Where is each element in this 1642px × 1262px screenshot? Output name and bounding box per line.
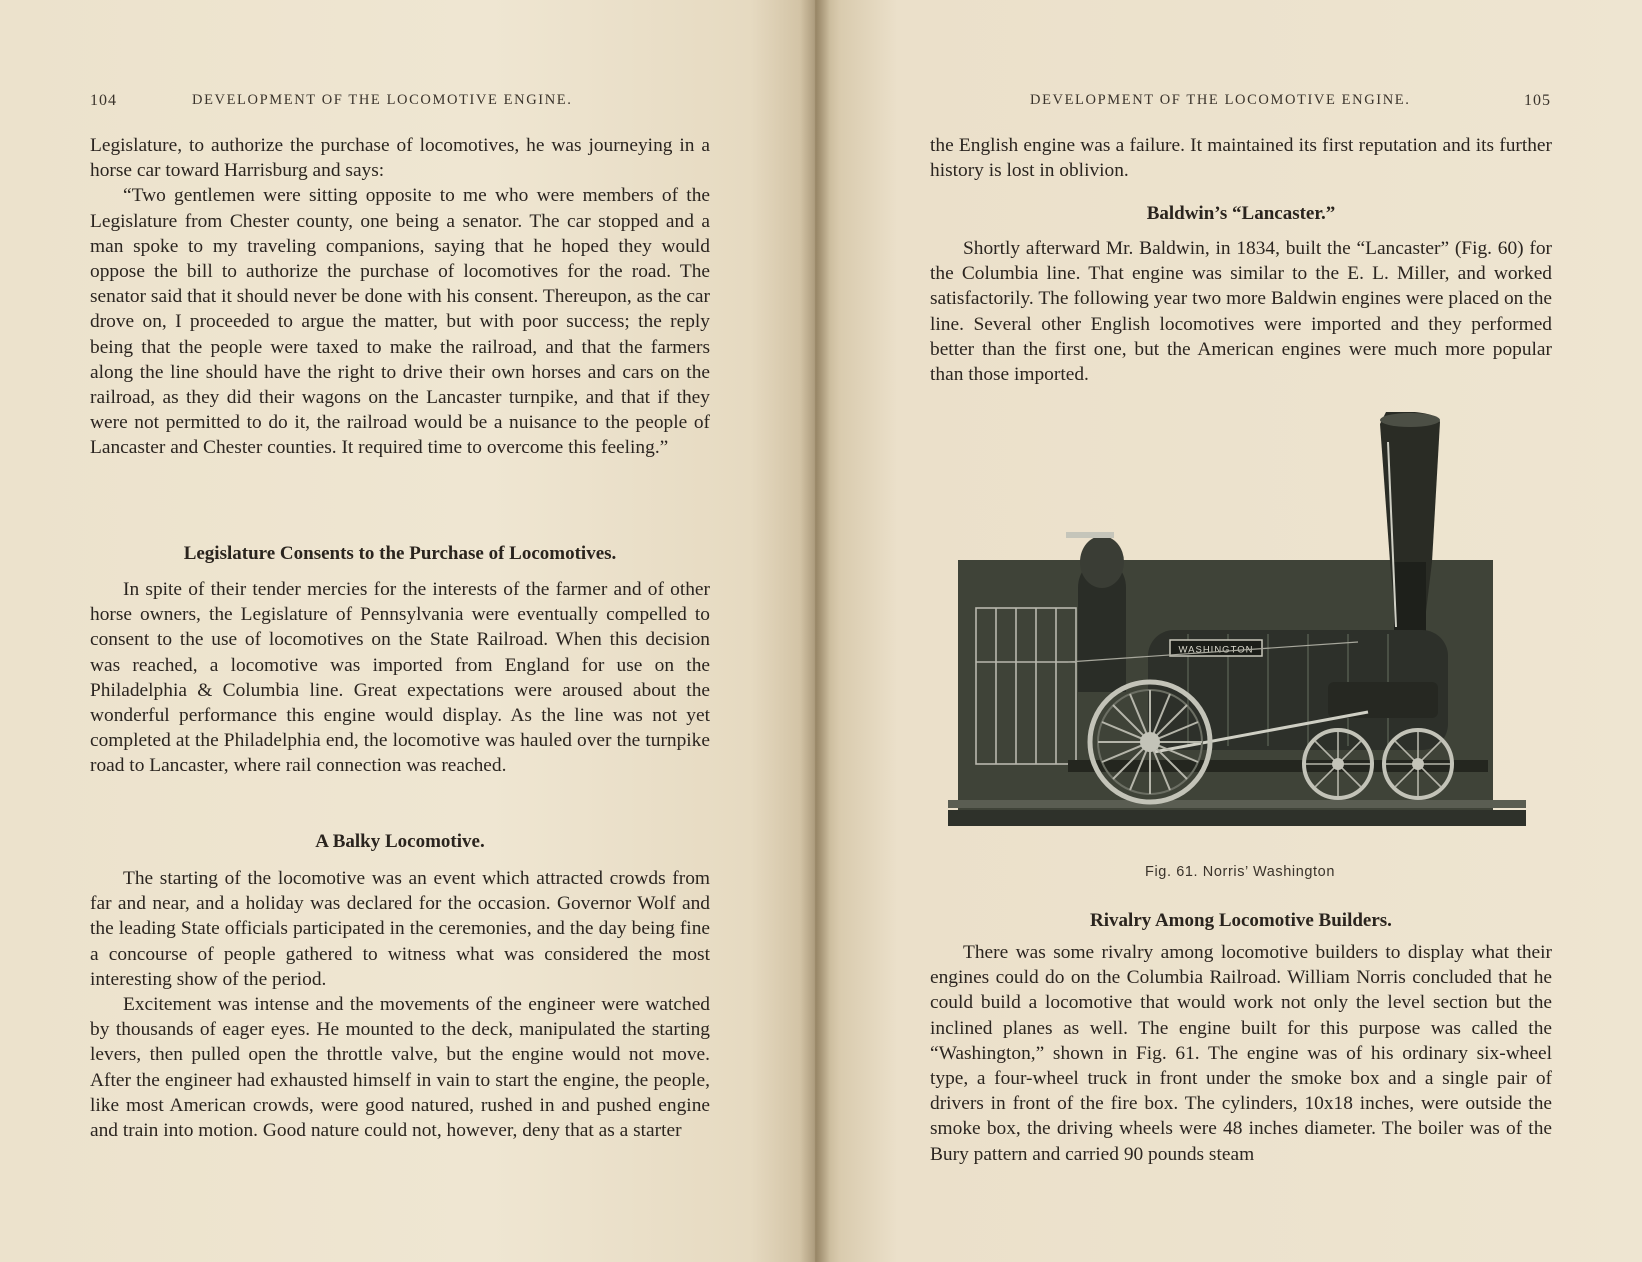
paragraph: the English engine was a failure. It maintained its first reputation and its further history is lost in oblivion. — [930, 135, 1552, 182]
section-heading: Rivalry Among Locomotive Builders. — [1090, 910, 1392, 931]
section-heading: Legislature Consents to the Purchase of Locomotives. — [183, 543, 617, 564]
truck-wheel — [1384, 730, 1452, 798]
right-page-number: 105 — [1524, 92, 1551, 109]
left-running-head: DEVELOPMENT OF THE LOCOMOTIVE ENGINE. — [192, 92, 573, 108]
left-page-number: 104 — [90, 92, 117, 109]
figure-nameplate: WASHINGTON — [1178, 644, 1254, 656]
right-running-head: DEVELOPMENT OF THE LOCOMOTIVE ENGINE. — [1030, 92, 1411, 108]
paragraph: The starting of the locomotive was an event which attracted crowds from far and near, and a holiday was declared for the occasion. Governor Wolf and the leading State officials participated in the ceremonies, and the day being fine a concourse of people gathered to witness what was considered the most interesting show of the period. — [90, 868, 710, 990]
figure-caption: Fig. 61. Norris’ Washington — [1145, 864, 1335, 880]
section-heading: A Balky Locomotive. — [315, 831, 485, 852]
locomotive-figure — [948, 412, 1526, 840]
section-heading: Baldwin’s “Lancaster.” — [1146, 203, 1336, 224]
paragraph: “Two gentlemen were sitting opposite to me who were members of the Legislature from Chester county, one being a senator. The car stopped and a man spoke to my traveling companions, saying that he hoped they would oppose the bill to authorize the purchase of locomotives for the road. The senator said that it should never be done with his consent. Thereupon, as the car drove on, I proceeded to argue the matter, but with poor success; the reply being that the people were taxed to make the railroad, and that the farmers along the line should have the right to drive their own horses and cars on the railroad, as they did their wagons on the Lancaster turnpike, and that if they were not permitted to do it, the railroad would be a nuisance to the people of Lancaster and Chester counties. It required time to overcome this feeling.” — [90, 185, 710, 459]
paragraph: Shortly afterward Mr. Baldwin, in 1834, built the “Lancaster” (Fig. 60) for the Columbia line. That engine was similar to the E. L. Miller, and worked satisfactorily. The following year two more Baldwin engines were placed on the line. Several other English locomotives were imported and they performed better than the first one, but the American engines were much more popular than those imported. — [930, 238, 1552, 386]
book-gutter — [800, 0, 830, 1262]
right-text-bottom — [930, 940, 1552, 1167]
locomotive-illustration — [948, 412, 1526, 840]
paragraph: In spite of their tender mercies for the interests of the farmer and of other horse owners, the Legislature of Pennsylvania were eventually compelled to consent to the use of locomotives on the State Railroad. When this decision was reached, a locomotive was imported from England for use on the Philadelphia & Columbia line. Great expectations were aroused about the wonderful performance this engine would display. As the line was not yet completed at the Philadelphia end, the locomotive was hauled over the turnpike road to Lancaster, where rail connection was reached. — [90, 579, 710, 777]
paragraph: Legislature, to authorize the purchase of locomotives, he was journeying in a horse car toward Harrisburg and says: — [90, 135, 710, 182]
left-text-bottom — [90, 866, 710, 1143]
right-text-top — [930, 133, 1552, 183]
left-text-top — [90, 133, 710, 461]
paragraph: Excitement was intense and the movements of the engineer were watched by thousands of eager eyes. He mounted to the deck, manipulated the starting levers, then pulled open the throttle valve, but the engine would not move. After the engineer had exhausted himself in vain to start the engine, the people, like most American crowds, were good natured, rushed in and pushed engine and train into motion. Good nature could not, however, deny that as a starter — [90, 994, 710, 1142]
left-page — [0, 0, 815, 1262]
truck-wheel — [1304, 730, 1372, 798]
left-text-middle — [90, 577, 710, 779]
driving-wheel — [1090, 682, 1210, 802]
paragraph: There was some rivalry among locomotive builders to display what their engines could do on the Columbia Railroad. William Norris concluded that he could build a locomotive that would work not only the level section but the inclined planes as well. The engine built for this purpose was called the “Washington,” shown in Fig. 61. The engine was of his ordinary six-wheel type, a four-wheel truck in front under the smoke box and a single pair of drivers in front of the fire box. The cylinders, 10x18 inches, were outside the smoke box, the driving wheels were 48 inches diameter. The boiler was of the Bury pattern and carried 90 pounds steam — [930, 942, 1552, 1165]
right-text-middle — [930, 236, 1552, 387]
